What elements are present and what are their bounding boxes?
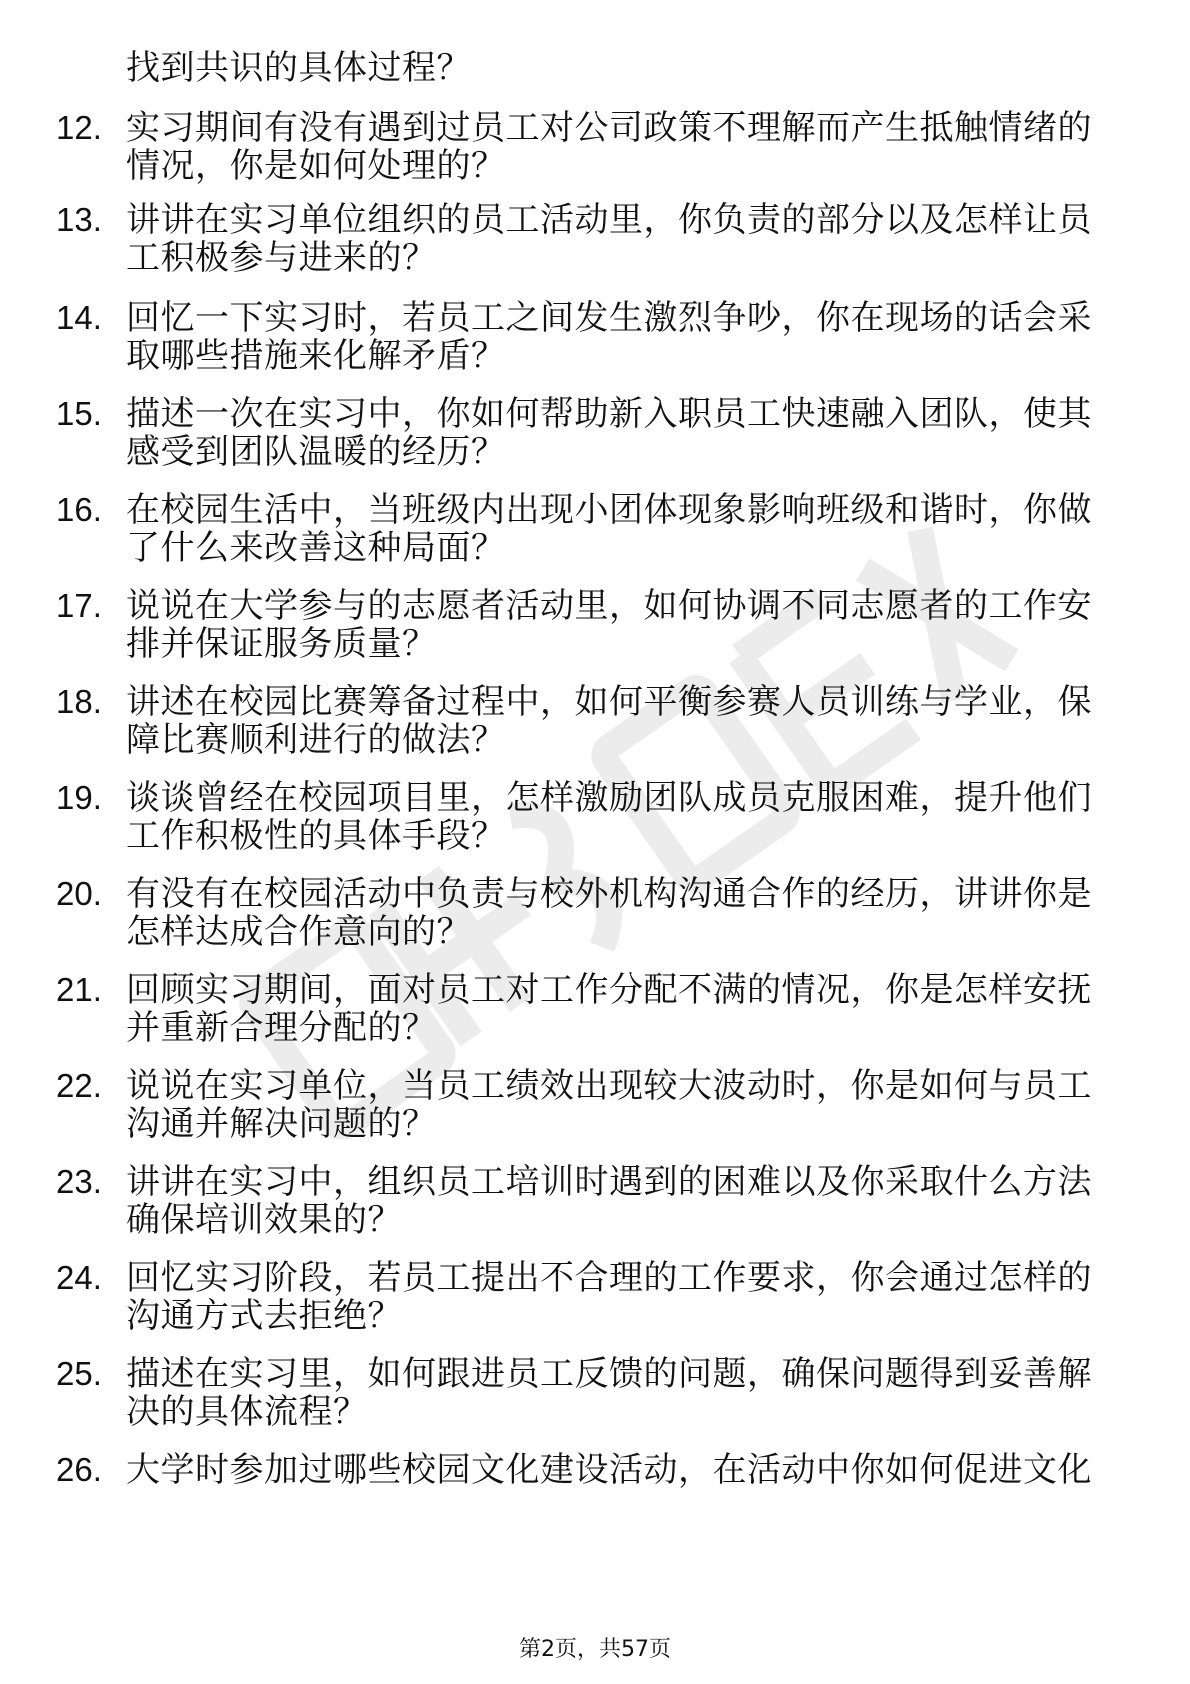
question-text-line: 情况，你是如何处理的？	[126, 146, 506, 186]
question-text-line: 回顾实习期间，面对员工对工作分配不满的情况，你是怎样安抚	[126, 970, 1092, 1010]
question-number: 21.	[56, 971, 102, 1008]
question-text-line: 排并保证服务质量？	[126, 624, 437, 664]
question-number: 19.	[56, 779, 102, 816]
question-text-line: 沟通方式去拒绝？	[126, 1296, 402, 1336]
question-text-line: 说说在实习单位，当员工绩效出现较大波动时，你是如何与员工	[126, 1066, 1092, 1106]
question-text-line: 障比赛顺利进行的做法？	[126, 720, 506, 760]
question-text-line: 描述在实习里，如何跟进员工反馈的问题，确保问题得到妥善解	[126, 1354, 1092, 1394]
question-number: 25.	[56, 1355, 102, 1392]
question-text-line: 了什么来改善这种局面？	[126, 528, 506, 568]
continuation-text: 找到共识的具体过程？	[126, 48, 471, 88]
question-number: 14.	[56, 299, 102, 336]
question-text-line: 工作积极性的具体手段？	[126, 816, 506, 856]
question-number: 18.	[56, 683, 102, 720]
question-text-line: 回忆一下实习时，若员工之间发生激烈争吵，你在现场的话会采	[126, 298, 1092, 338]
question-text-line: 沟通并解决问题的？	[126, 1104, 437, 1144]
question-text-line: 有没有在校园活动中负责与校外机构沟通合作的经历，讲讲你是	[126, 874, 1092, 914]
question-number: 13.	[56, 201, 102, 238]
question-number: 22.	[56, 1067, 102, 1104]
question-text-line: 决的具体流程？	[126, 1392, 368, 1432]
question-text-line: 讲讲在实习单位组织的员工活动里，你负责的部分以及怎样让员	[126, 200, 1092, 240]
question-number: 16.	[56, 491, 102, 528]
question-text-line: 工积极参与进来的？	[126, 238, 437, 278]
question-text-line: 并重新合理分配的？	[126, 1008, 437, 1048]
question-number: 17.	[56, 587, 102, 624]
question-number: 20.	[56, 875, 102, 912]
question-text-line: 讲述在校园比赛筹备过程中，如何平衡参赛人员训练与学业，保	[126, 682, 1092, 722]
question-text-line: 在校园生活中，当班级内出现小团体现象影响班级和谐时，你做	[126, 490, 1092, 530]
question-text-line: 描述一次在实习中，你如何帮助新入职员工快速融入团队，使其	[126, 394, 1092, 434]
question-number: 12.	[56, 109, 102, 146]
question-text-line: 回忆实习阶段，若员工提出不合理的工作要求，你会通过怎样的	[126, 1258, 1092, 1298]
question-text-line: 确保培训效果的？	[126, 1200, 402, 1240]
question-text-line: 实习期间有没有遇到过员工对公司政策不理解而产生抵触情绪的	[126, 108, 1092, 148]
question-text-line: 感受到团队温暖的经历？	[126, 432, 506, 472]
question-number: 23.	[56, 1163, 102, 1200]
question-text-line: 说说在大学参与的志愿者活动里，如何协调不同志愿者的工作安	[126, 586, 1092, 626]
page-footer: 第2页，共57页	[519, 1637, 671, 1662]
question-number: 15.	[56, 395, 102, 432]
question-text-line: 讲讲在实习中，组织员工培训时遇到的困难以及你采取什么方法	[126, 1162, 1092, 1202]
question-number: 26.	[56, 1451, 102, 1488]
question-number: 24.	[56, 1259, 102, 1296]
question-text-line: 谈谈曾经在校园项目里，怎样激励团队成员克服困难，提升他们	[126, 778, 1092, 818]
question-text-line: 怎样达成合作意向的？	[126, 912, 471, 952]
question-text-line: 大学时参加过哪些校园文化建设活动，在活动中你如何促进文化	[126, 1450, 1092, 1490]
question-text-line: 取哪些措施来化解矛盾？	[126, 336, 506, 376]
